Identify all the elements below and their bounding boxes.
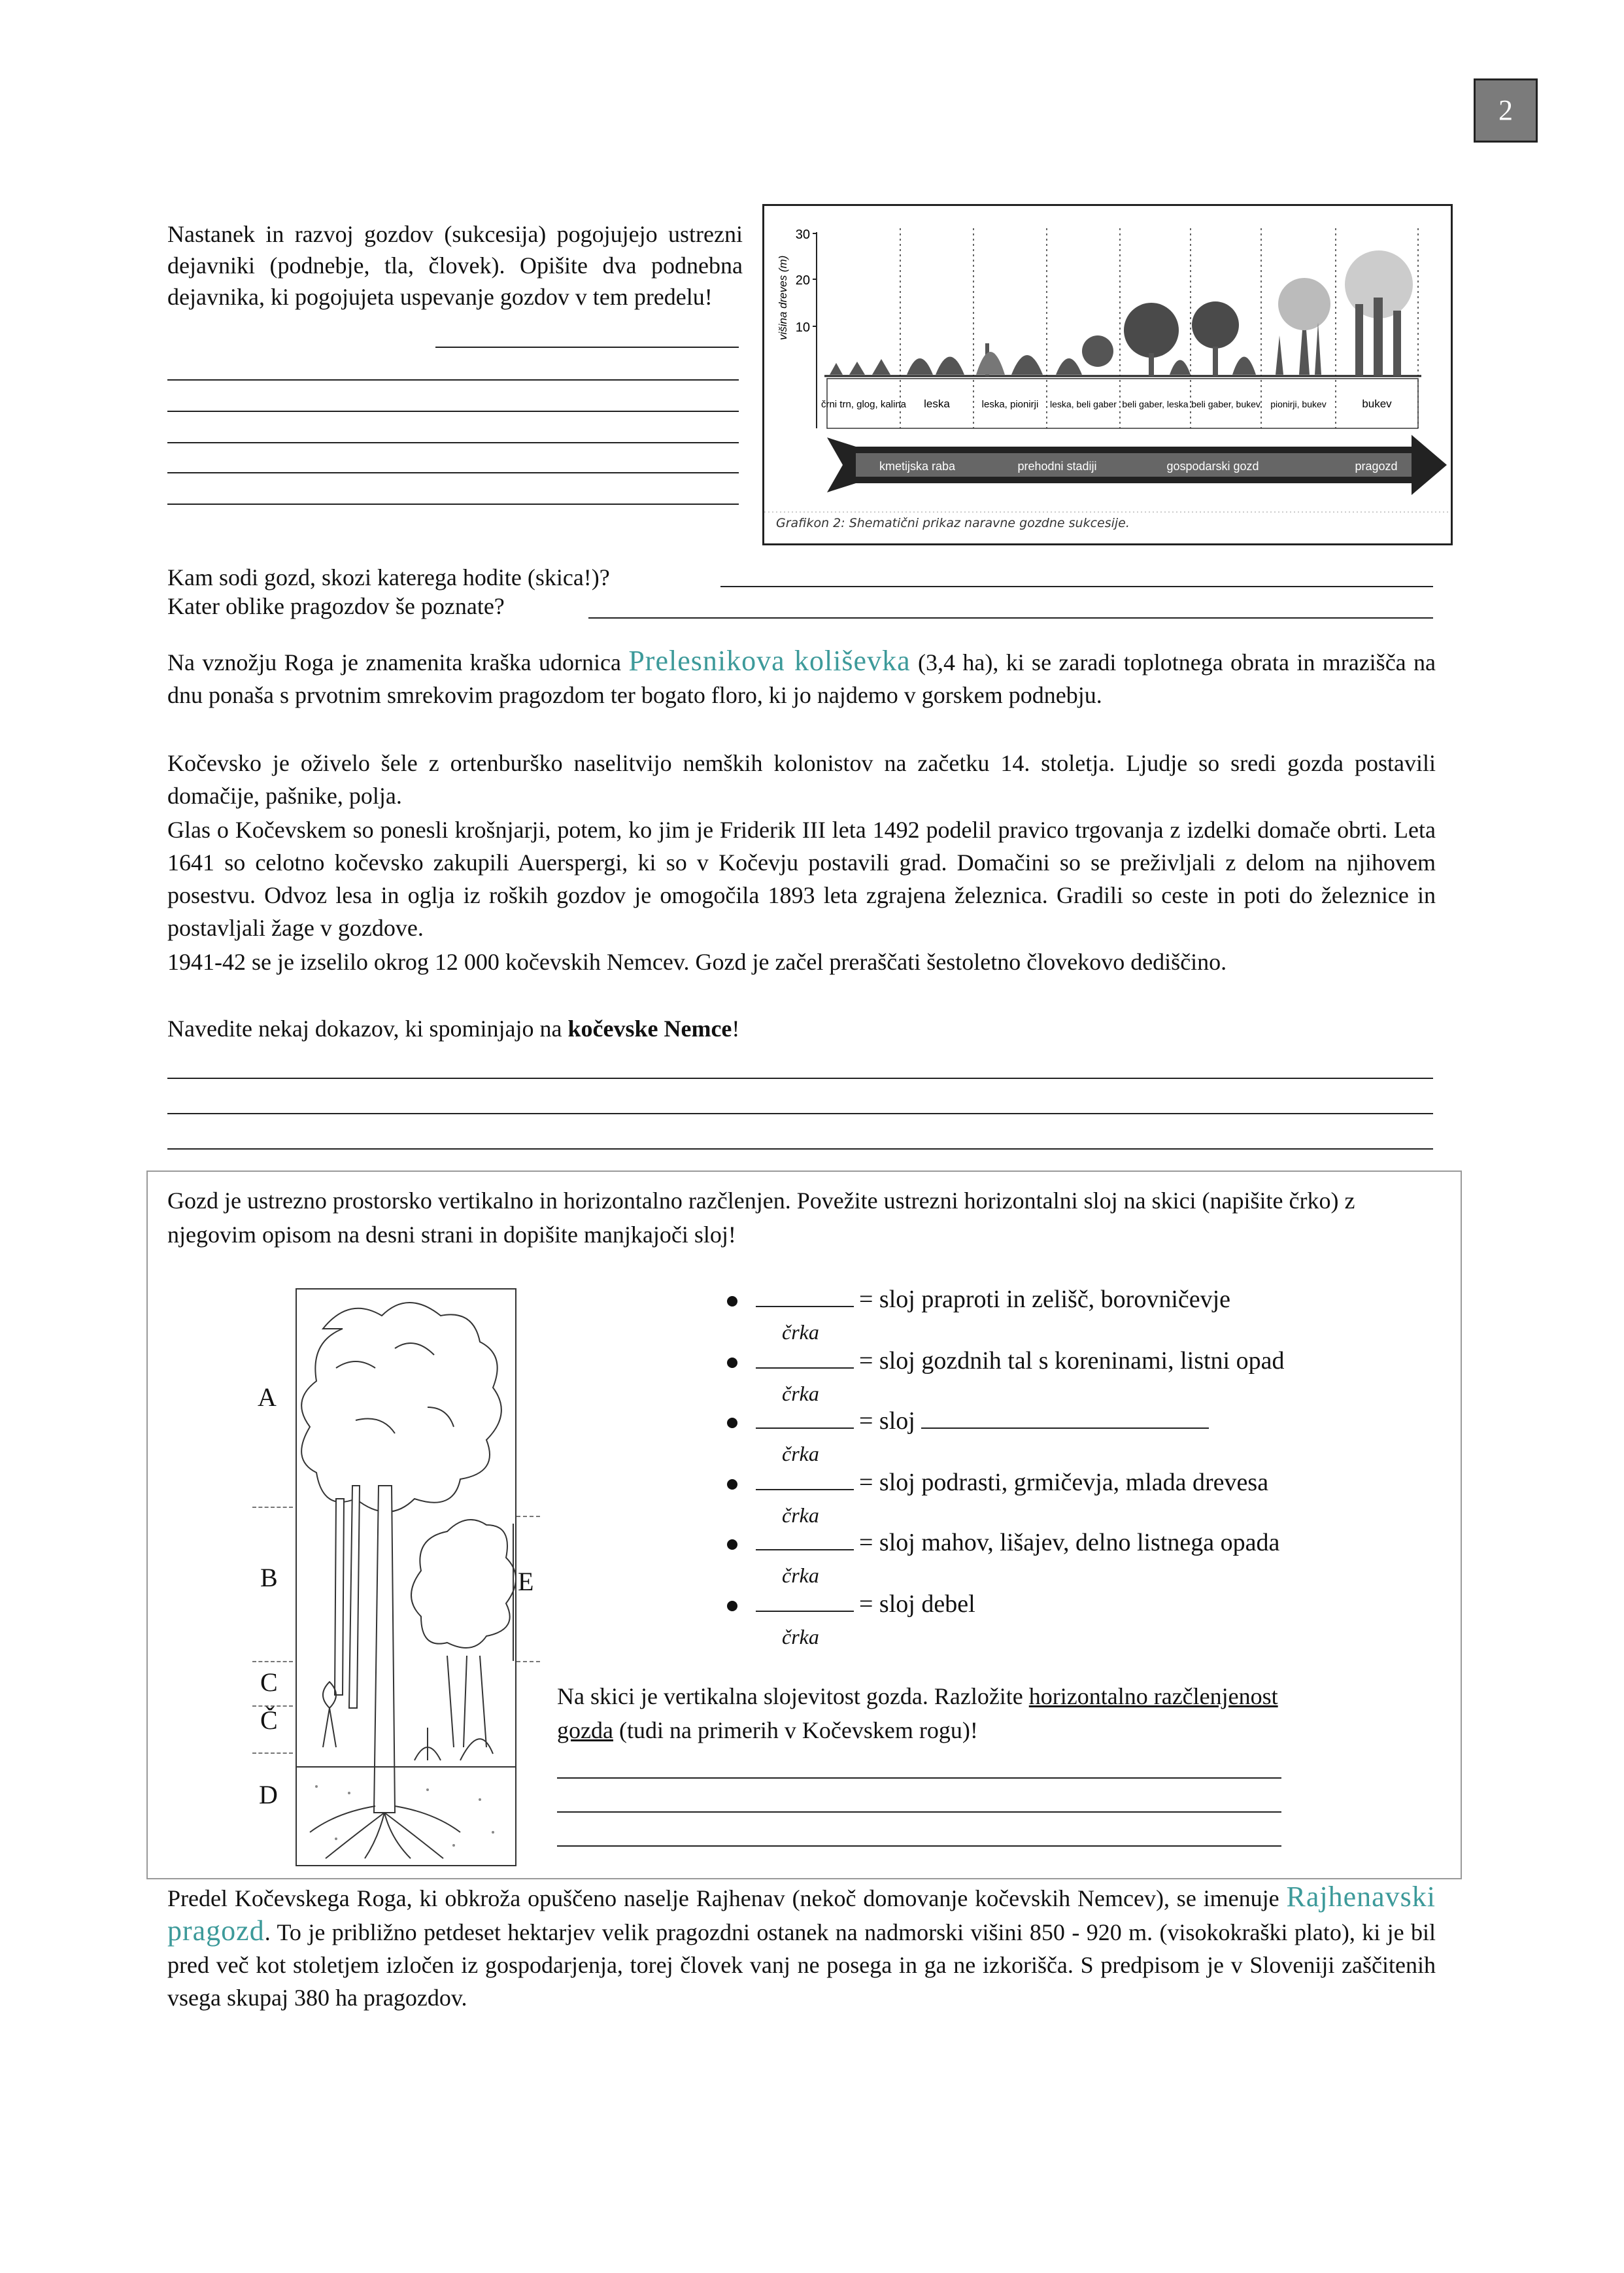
succession-chart-svg (764, 206, 1451, 543)
layers-instruction: Gozd je ustrezno prostorsko vertikalno in horizontalno razčlenjen. Povežite ustrezni horizontalni sloj na skici (napišite črko) z njegovim opisom na desni strani in dopišite manjkajoči sloj! (167, 1188, 1355, 1248)
layer-item (727, 1283, 1230, 1316)
y-tick: 20 (795, 273, 810, 288)
nemci-question-bold: kočevske Nemce (567, 1016, 732, 1042)
nemci-question (167, 1012, 739, 1045)
y-tick: 30 (795, 228, 810, 242)
layer-letter-c-caron: Č (260, 1705, 278, 1735)
layer-divider (516, 1516, 540, 1517)
intro-question: Nastanek in razvoj gozdov (sukcesija) pogojujejo ustrezni dejavniki (podnebje, tla, človek). Opišite dva podnebna dejavnika, ki pogojujeta uspevanje gozdov v tem predelu! (167, 221, 743, 310)
layer-item-text: = sloj podrasti, grmičevja, mlada drevesa (859, 1469, 1269, 1496)
horizontal-question-text: Na skici je vertikalna slojevitost gozda. Razložite (557, 1683, 1029, 1709)
layer-item-text: = sloj gozdnih tal s koreninami, listni opad (859, 1347, 1285, 1375)
layer-letter-a: A (258, 1382, 277, 1412)
letter-blank[interactable] (756, 1408, 854, 1429)
answer-line[interactable] (167, 1148, 1433, 1150)
stage-label: leska, beli gaber (1050, 399, 1117, 409)
kolisevka-text: Na vznožju Roga je znamenita kraška udornica (167, 649, 629, 675)
answer-line[interactable] (167, 442, 739, 443)
answer-line[interactable] (588, 617, 1433, 619)
answer-line[interactable] (720, 586, 1433, 587)
layer-item-text: = sloj praproti in zelišč, borovničevje (859, 1286, 1231, 1313)
answer-line[interactable] (557, 1845, 1281, 1847)
layer-letter-e: E (518, 1567, 534, 1596)
answer-line[interactable] (167, 379, 739, 381)
layer-divider (252, 1507, 293, 1508)
letter-blank[interactable] (756, 1530, 854, 1550)
question-sketch: Kam sodi gozd, skozi katerega hodite (skica!)? (167, 564, 610, 590)
arrow-label: pragozd (1355, 460, 1398, 473)
answer-line[interactable] (167, 504, 739, 505)
crka-label: črka (782, 1503, 819, 1527)
layer-item (727, 1588, 975, 1620)
rajhenav-paragraph (167, 1881, 1436, 2014)
layer-item (727, 1344, 1284, 1377)
horizontal-question (557, 1679, 1302, 1747)
nemci-question-text: Navedite nekaj dokazov, ki spominjajo na (167, 1016, 568, 1042)
crka-label: črka (782, 1320, 819, 1344)
horizontal-question-text: (tudi na primerih v Kočevskem rogu)! (613, 1717, 978, 1743)
y-axis-label: višina dreves (m) (777, 255, 789, 340)
arrow-label: gospodarski gozd (1166, 460, 1259, 473)
layer-item (727, 1466, 1268, 1499)
answer-line[interactable] (167, 1078, 1433, 1079)
letter-blank[interactable] (756, 1591, 854, 1612)
layer-item-text: = sloj debel (859, 1590, 975, 1618)
stage-label: črni trn, glog, kalina (820, 399, 907, 410)
stage-label: bukev (1362, 398, 1392, 410)
layer-letter-c: C (260, 1667, 278, 1697)
nemci-question-text: ! (732, 1016, 740, 1042)
stage-labels (821, 398, 1392, 410)
letter-blank[interactable] (756, 1286, 854, 1307)
answer-line[interactable] (167, 1113, 1433, 1114)
layer-divider (516, 1661, 540, 1662)
arrow-label: kmetijska raba (879, 460, 956, 473)
kolisevka-text: (3,4 ha), ki se zaradi toplotnega obrata in mrazišča na dnu ponaša s prvotnim smrekovim pragozdom ter bogato floro, ki jo najdemo v gorskem podnebju. (167, 649, 1436, 708)
forest-sketch (296, 1288, 516, 1866)
missing-layer-blank[interactable] (921, 1408, 1209, 1429)
rajhenav-text: Predel Kočevskega Roga, ki obkroža opuščeno naselje Rajhenav (nekoč domovanje kočevskih Nemcev), se imenuje (167, 1885, 1287, 1911)
layer-divider (252, 1661, 293, 1662)
arrow-label: prehodni stadiji (1017, 460, 1097, 473)
bullet-dot (727, 1418, 737, 1428)
layer-item-text: = sloj mahov, lišajev, delno listnega opada (859, 1529, 1280, 1556)
crka-label: črka (782, 1442, 819, 1465)
layer-divider (252, 1752, 293, 1754)
question-primeval-forms: Kater oblike pragozdov še poznate? (167, 593, 505, 619)
bullet-dot (727, 1296, 737, 1307)
rajhenav-text: . To je približno petdeset hektarjev velik pragozdni ostanek na nadmorski višini 850 - 920 m. (visokokraški plato), ki je bil pred več kot stoletjem izločen iz gospodarjenja, torej človek vanj ne posega in ga ne izkorišča. S predpisom je v Sloveniji zaščitenih vsega skupaj 380 ha pragozdov. (167, 1919, 1436, 2011)
answer-line[interactable] (557, 1811, 1281, 1813)
history-paragraph: Glas o Kočevskem so ponesli krošnjarji, potem, ko jim je Friderik III leta 1492 podelil pravico trgovanja z izdelki domače obrti. Leta 1641 so celotno kočevsko zakupili Auerspergi, ki so v Kočevju postavili grad. Domačini so se preživljali z delom na njihovem posestvu. Odvoz lesa in oglja iz roških gozdov je omogočila 1893 leta zgrajena železnica. Gradili so ceste in poti do železnice in postavljali žage v gozdove. (167, 817, 1436, 941)
page-number-badge: 2 (1474, 78, 1538, 143)
layer-e-bracket (513, 1524, 514, 1661)
chart-caption: Grafikon 2: Shematični prikaz naravne gozdne sukcesije. (776, 516, 1130, 530)
stage-label: leska (924, 398, 950, 410)
forest-sketch-svg (297, 1290, 515, 1865)
answer-line[interactable] (557, 1777, 1281, 1779)
answer-line[interactable] (167, 472, 739, 473)
succession-chart (762, 204, 1453, 545)
horizontal-question-underlined: horizontalno razčlenjenost gozda (557, 1683, 1278, 1743)
crka-label: črka (782, 1625, 819, 1649)
kolisevka-paragraph (167, 645, 1436, 711)
letter-blank[interactable] (756, 1348, 854, 1369)
stage-label: beli gaber, leska (1122, 399, 1189, 409)
stage-label: beli gaber, bukev (1191, 399, 1260, 409)
history-paragraph: 1941-42 se je izselilo okrog 12 000 kočevskih Nemcev. Gozd je začel preraščati šestoletno človekovo dediščino. (167, 949, 1227, 975)
letter-blank[interactable] (756, 1469, 854, 1490)
history-paragraph: Kočevsko je oživelo šele z ortenburško naselitvijo nemških kolonistov na začetku 14. stoletja. Ljudje so sredi gozda postavili domačije, pašnike, polja. (167, 750, 1436, 809)
layer-item-text: = sloj (859, 1407, 915, 1435)
layer-letter-b: B (260, 1563, 278, 1592)
succession-arrow (827, 428, 1447, 504)
y-tick: 10 (795, 320, 810, 335)
rajhenav-name: Rajhenavski pragozd (167, 1881, 1436, 1947)
bullet-dot (727, 1358, 737, 1368)
vegetation-illustration (830, 250, 1413, 376)
layer-item (727, 1405, 1214, 1437)
bullet-dot (727, 1479, 737, 1490)
kolisevka-name: Prelesnikova koliševka (628, 645, 911, 677)
answer-line[interactable] (435, 347, 739, 348)
bullet-dot (727, 1539, 737, 1550)
crka-label: črka (782, 1564, 819, 1587)
stage-label: leska, pionirji (981, 399, 1039, 410)
layer-item (727, 1526, 1279, 1559)
crka-label: črka (782, 1382, 819, 1405)
answer-line[interactable] (167, 411, 739, 412)
layer-letter-d: D (259, 1780, 278, 1809)
stage-label: pionirji, bukev (1270, 399, 1327, 409)
bullet-dot (727, 1601, 737, 1611)
